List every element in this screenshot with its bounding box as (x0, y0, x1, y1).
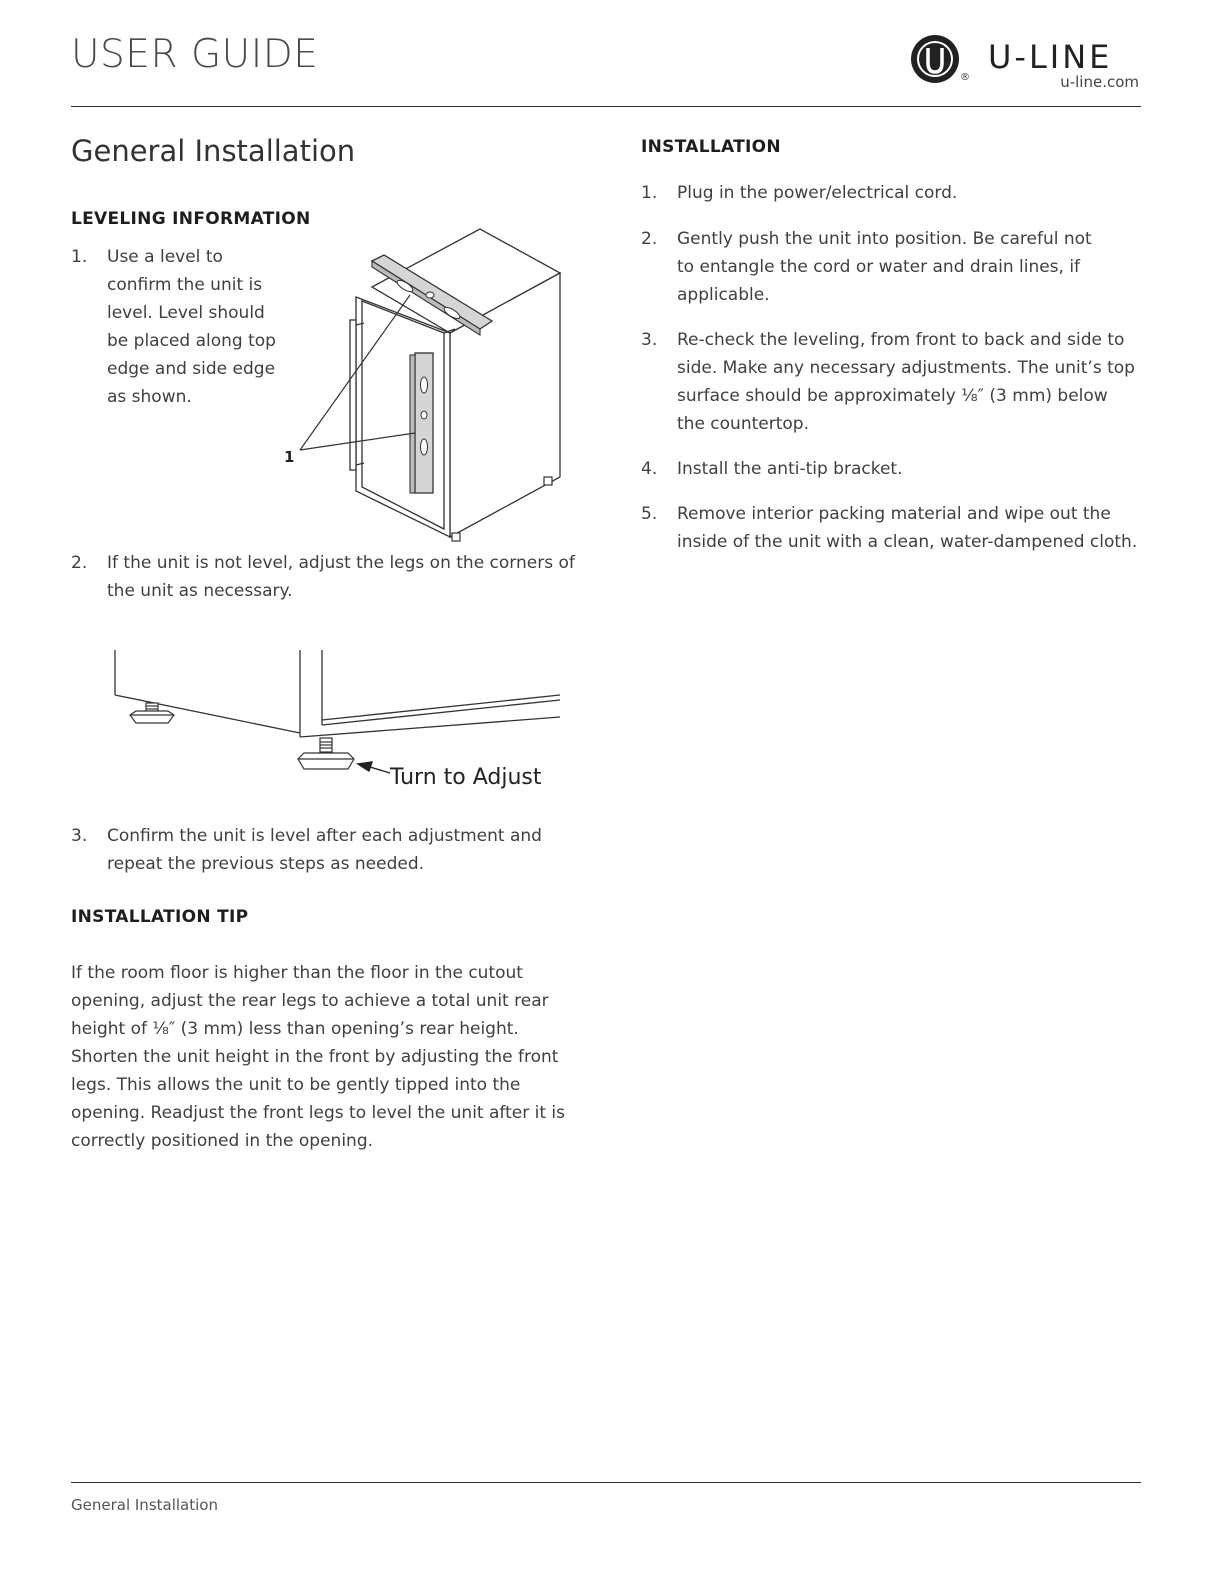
leveling-step-2 (107, 549, 575, 605)
text-line: confirm the unit is (107, 275, 263, 295)
text-line: Gently push the unit into position. Be careful not (677, 229, 1092, 249)
installation-step-4 (677, 455, 903, 483)
step-number: 3. (71, 826, 88, 846)
brand-url: u-line.com (1060, 73, 1139, 91)
text-line: Plug in the power/electrical cord. (677, 183, 958, 203)
text-line: be placed along top (107, 331, 276, 351)
text-line: as shown. (107, 387, 192, 407)
u-line-logo-icon (910, 32, 966, 88)
leveling-step-1 (107, 243, 276, 411)
section-title: General Installation (71, 134, 356, 168)
leveling-heading: LEVELING INFORMATION (71, 209, 311, 229)
step-number: 1. (641, 183, 658, 203)
installation-tip-body (71, 959, 565, 1155)
brand-logo (910, 32, 1145, 92)
text-line: opening. Readjust the front legs to level the unit after it is (71, 1103, 565, 1123)
text-line: Re-check the leveling, from front to back and side to (677, 330, 1125, 350)
turn-to-adjust-label: Turn to Adjust (390, 765, 542, 790)
installation-step-1 (677, 179, 957, 207)
installation-tip-heading: INSTALLATION TIP (71, 907, 249, 927)
text-line: the unit as necessary. (107, 581, 293, 601)
leveling-step-3 (107, 822, 542, 878)
text-line: Remove interior packing material and wipe out the (677, 504, 1111, 524)
step-number: 1. (71, 247, 88, 267)
text-line: inside of the unit with a clean, water-dampened cloth. (677, 532, 1138, 552)
text-line: height of ⅛″ (3 mm) less than opening’s rear height. (71, 1019, 519, 1039)
header-rule (71, 106, 1141, 107)
leg-adjust-illustration (100, 645, 570, 800)
text-line: Install the anti-tip bracket. (677, 459, 903, 479)
text-line: repeat the previous steps as needed. (107, 854, 425, 874)
installation-step-2 (677, 225, 1092, 309)
text-line: edge and side edge (107, 359, 276, 379)
registered-mark: ® (960, 72, 970, 83)
leveling-illustration (280, 225, 580, 545)
text-line: Shorten the unit height in the front by adjusting the front (71, 1047, 559, 1067)
step-number: 2. (641, 229, 658, 249)
installation-heading: INSTALLATION (641, 137, 781, 157)
brand-name: U-LINE (988, 38, 1113, 76)
footer-rule (71, 1482, 1141, 1483)
step-number: 2. (71, 553, 88, 573)
text-line: the countertop. (677, 414, 809, 434)
installation-step-5 (677, 500, 1137, 556)
text-line: legs. This allows the unit to be gently tipped into the (71, 1075, 521, 1095)
text-line: Confirm the unit is level after each adjustment and (107, 826, 542, 846)
text-line: If the room floor is higher than the floor in the cutout (71, 963, 523, 983)
page-title: USER GUIDE (71, 32, 319, 77)
footer-label: General Installation (71, 1496, 218, 1514)
installation-step-3 (677, 326, 1135, 438)
step-number: 5. (641, 504, 658, 524)
text-line: correctly positioned in the opening. (71, 1131, 374, 1151)
text-line: Use a level to (107, 247, 223, 267)
step-number: 4. (641, 459, 658, 479)
text-line: to entangle the cord or water and drain lines, if (677, 257, 1081, 277)
text-line: applicable. (677, 285, 770, 305)
callout-label: 1 (284, 448, 295, 466)
text-line: side. Make any necessary adjustments. The unit’s top (677, 358, 1135, 378)
text-line: opening, adjust the rear legs to achieve a total unit rear (71, 991, 549, 1011)
side-level-tool (410, 353, 433, 493)
text-line: If the unit is not level, adjust the legs on the corners of (107, 553, 575, 573)
step-number: 3. (641, 330, 658, 350)
text-line: level. Level should (107, 303, 265, 323)
text-line: surface should be approximately ⅛″ (3 mm) below (677, 386, 1108, 406)
